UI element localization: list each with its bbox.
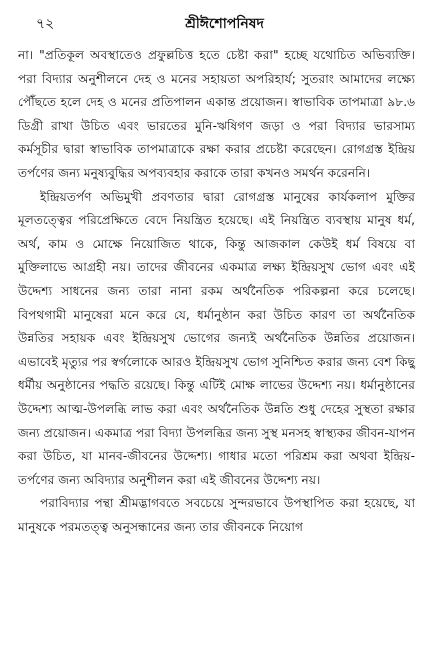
body-text <box>18 44 415 539</box>
paragraph: না। "প্রতিকূল অবস্থাতেও প্রফুল্লচিত্ত হতে চেষ্টা করা" হচ্ছে যথোচিত অভিব্যক্তি। পরা বিদ্যার অনুশীলনে দেহ ও মনের সহায়তা অপরিহার্য; সুতরাং আমাদের লক্ষ্যে পৌঁছতে হলে দেহ ও মনের প্রতিপালন একান্ত প্রয়োজন। স্বাভাবিক তাপমাত্রা ৯৮.৬ ডিগ্রী রাখা উচিত এবং ভারতের মুনি-ঋষিগণ জড়া ও পরা বিদ্যার ভারসাম্য কর্মসূচীর দ্বারা স্বাভাবিক তাপমাত্রাকে রক্ষা করার প্রচেষ্টা করেছেন। রোগগ্রস্ত ইন্দ্রিয় তর্পণের জন্য মনুষ্যবুদ্ধির অপব্যবহার করাকে তারা কখনও সমর্থন করেননি। <box>18 48 415 180</box>
paragraph: ইন্দ্রিয়তর্পণ অভিমুখী প্রবণতার দ্বারা রোগগ্রস্ত মানুষের কার্যকলাপ মুক্তির মূলতত্ত্বের পরিপ্রেক্ষিতে বেদে নিয়ন্ত্রিত হয়েছে। এই নিয়ন্ত্রিত ব্যবস্থায় মানুষ ধর্ম, অর্থ, কাম ও মোক্ষে নিয়োজিত থাকে, কিন্তু আজকাল কেউই ধর্ম বিষয়ে বা মুক্তিলাভে আগ্রহী নয়। তাদের জীবনের একমাত্র লক্ষ্য ইন্দ্রিয়সুখ ভোগ এবং এই উদ্দেশ্য সাধনের জন্য তারা নানা রকম অর্থনৈতিক পরিকল্পনা করে চলেছে। বিপথগামী মানুষেরা মনে করে যে, ধর্মানুষ্ঠান করা উচিত কারণ তা অর্থনৈতিক উন্নতির সহায়ক এবং ইন্দ্রিয়সুখ ভোগের জন্যই অর্থনৈতিক উন্নতির প্রয়োজন। এভাবেই মৃত্যুর পর স্বর্গলোকে আরও ইন্দ্রিয়সুখ ভোগ সুনিশ্চিত করার জন্য বেশ কিছু ধর্মীয় অনুষ্ঠানের পদ্ধতি রয়েছে। কিন্তু এটিই মোক্ষ লাভের উদ্দেশ্য নয়। ধর্মানুষ্ঠানের উদ্দেশ্য আত্ম-উপলব্ধি লাভ করা এবং অর্থনৈতিক উন্নতি শুধু দেহের সুস্থতা রক্ষার জন্য প্রয়োজন। একমাত্র পরা বিদ্যা উপলব্ধির জন্য সুস্থ মনসহ স্বাস্থ্যকর জীবন-যাপন করা উচিত, যা মানব-জীবনের উদ্দেশ্য। গাধার মতো পরিশ্রম করা অথবা ইন্দ্রিয়-তর্পণের জন্য অবিদ্যার অনুশীলন করা এই জীবনের উদ্দেশ্য নয়। <box>18 189 415 487</box>
paragraph: পরাবিদ্যার পন্থা শ্রীমদ্ভাগবতে সবচেয়ে সুন্দরভাবে উপস্থাপিত করা হয়েছে, যা মানুষকে পরমতত্ত্ব অনুসন্ধানের জন্য তার জীবনকে নিয়োগ <box>18 496 415 534</box>
running-title: শ্রীঈশোপনিষদ <box>185 16 264 32</box>
page-number: ৭২ <box>36 16 55 32</box>
page-header <box>36 12 413 34</box>
